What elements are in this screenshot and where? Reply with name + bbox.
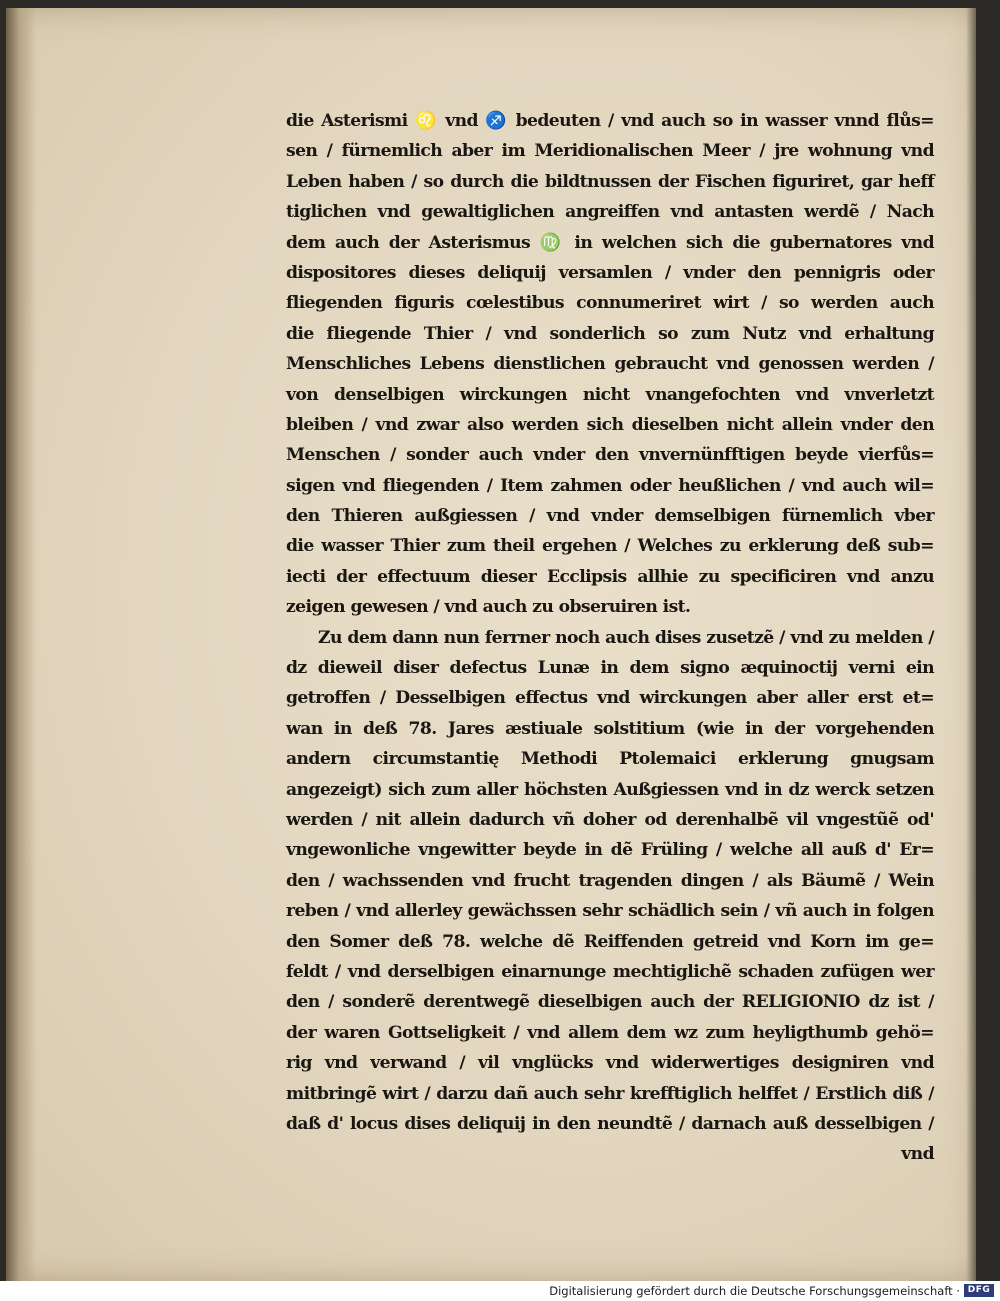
text-line: bleiben / vnd zwar also werden sich dieselben nicht allein vnder den (286, 414, 934, 435)
text-line: dem auch der Asterismus ♍ in welchen sich die gubernatores vnd (286, 232, 934, 253)
text-line: rig vnd verwand / vil vnglücks vnd widerwertiges designiren vnd (286, 1053, 934, 1074)
text-line: den Thieren außgiessen / vnd vnder demselbigen fürnemlich vber (286, 506, 934, 527)
text-line: getroffen / Desselbigen effectus vnd wirckungen aber aller erst et= (286, 688, 934, 709)
text-line: mitbringẽ wirt / darzu dañ auch sehr krefftiglich helffet / Erstlich diß / (286, 1083, 934, 1104)
text-line: die fliegende Thier / vnd sonderlich so zum Nutz vnd erhaltung (286, 323, 934, 344)
text-line: reben / vnd allerley gewächssen sehr schädlich sein / vñ auch in folgen (286, 901, 934, 922)
text-line: vngewonliche vngewitter beyde in dẽ Früling / welche all auß d' Er= (286, 840, 934, 861)
digitization-notice[interactable]: Digitalisierung gefördert durch die Deutsche Forschungsgemeinschaft · (549, 1284, 960, 1298)
paragraph-start-line: Zu dem dann nun ferrner noch auch dises zusetzẽ / vnd zu melden / (318, 627, 934, 648)
text-line: tiglichen vnd gewaltiglichen angreiffen vnd antasten werdẽ / Nach (286, 202, 934, 223)
text-line: Leben haben / so durch die bildtnussen der Fischen figuriret, gar heff (286, 171, 934, 192)
text-line: fliegenden figuris cœlestibus connumeriret wirt / so werden auch (286, 293, 934, 314)
text-line: die wasser Thier zum theil ergehen / Welches zu erklerung deß sub= (286, 536, 934, 557)
page-gutter-shadow (6, 8, 36, 1281)
text-line: den Somer deß 78. welche dẽ Reiffenden getreid vnd Korn im ge= (286, 931, 934, 952)
text-line: werden / nit allein dadurch vñ doher od derenhalbẽ vil vngestũẽ od' (286, 809, 934, 830)
text-line: feldt / vnd derselbigen einarnunge mechtiglichẽ schaden zufügen wer (286, 961, 934, 982)
text-line: sigen vnd fliegenden / Item zahmen oder heußlichen / vnd auch wil= (286, 475, 934, 496)
text-line: daß d' locus dises deliquij in den neundtẽ / darnach auß desselbigen / (286, 1113, 934, 1134)
paragraph-end-line: zeigen gewesen / vnd auch zu obseruiren ist. (286, 597, 691, 618)
footer-bar (0, 1281, 1000, 1301)
catchword: vnd (901, 1144, 934, 1165)
text-line: andern circumstantię Methodi Ptolemaici erklerung gnugsam (286, 749, 934, 770)
page-edge (966, 8, 976, 1281)
dfg-logo-icon[interactable]: DFG (964, 1284, 994, 1297)
text-line: angezeigt) sich zum aller höchsten Außgiessen vnd in dz werck setzen (286, 779, 934, 800)
text-line: dz dieweil diser defectus Lunæ in dem signo æquinoctij verni ein (286, 658, 934, 679)
text-line: Menschliches Lebens dienstlichen gebraucht vnd genossen werden / (286, 354, 934, 375)
text-line: der waren Gottseligkeit / vnd allem dem wz zum heyligthumb gehö= (286, 1022, 934, 1043)
book-page (6, 8, 976, 1281)
text-line: iecti der effectuum dieser Ecclipsis allhie zu specificiren vnd anzu (286, 566, 934, 587)
text-line: sen / fürnemlich aber im Meridionalischen Meer / jre wohnung vnd (286, 141, 934, 162)
text-block (286, 106, 934, 1170)
text-line: dispositores dieses deliquij versamlen / vnder den pennigris oder (286, 262, 934, 283)
text-line: wan in deß 78. Jares æstiuale solstitium (wie in der vorgehenden (286, 718, 934, 739)
text-line: den / sonderẽ derentwegẽ dieselbigen auch der RELIGIONIO dz ist / (286, 992, 934, 1013)
text-line: den / wachssenden vnd frucht tragenden dingen / als Bäumẽ / Wein (286, 870, 934, 891)
text-line: von denselbigen wirckungen nicht vnangefochten vnd vnverletzt (286, 384, 934, 405)
text-line: die Asterismi ♌ vnd ♐ bedeuten / vnd auch so in wasser vnnd flůs= (286, 111, 934, 131)
text-line: Menschen / sonder auch vnder den vnvernünfftigen beyde vierfůs= (286, 445, 934, 466)
